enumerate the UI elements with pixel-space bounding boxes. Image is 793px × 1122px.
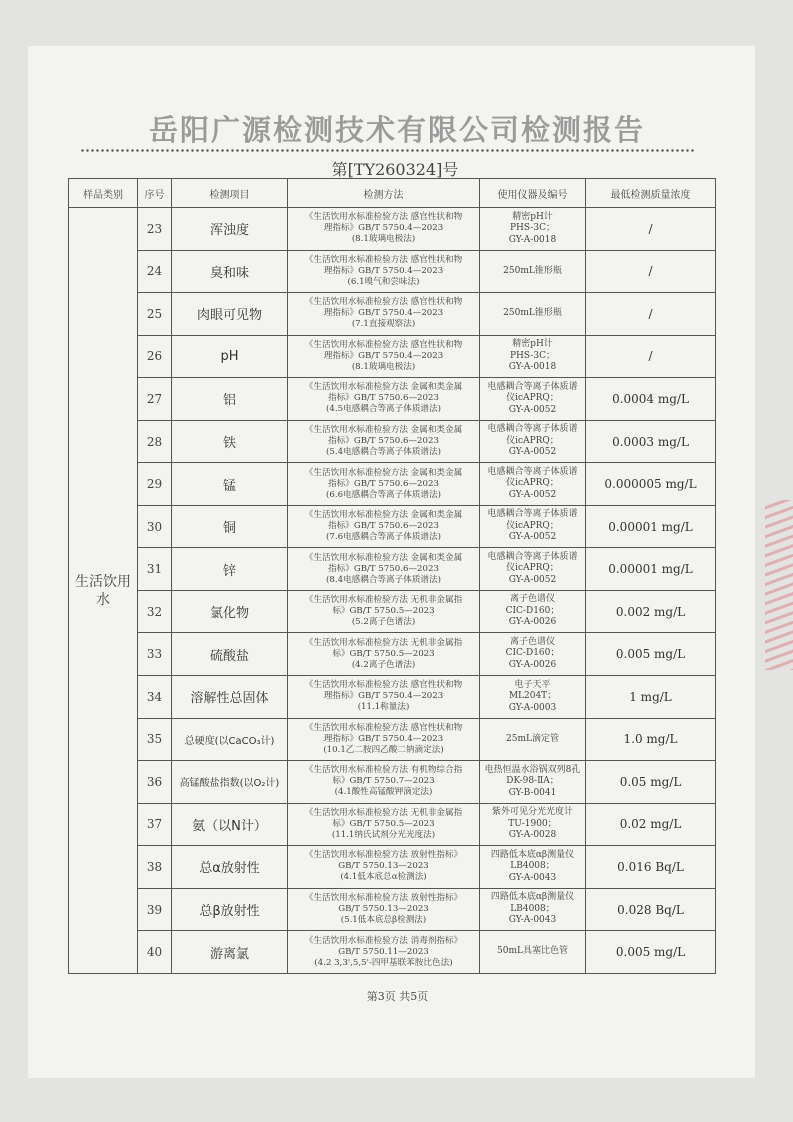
test-method <box>288 590 480 633</box>
method-line: 标》GB/T 5750.5—2023 <box>332 606 435 617</box>
table-row <box>69 505 716 548</box>
test-item: 铁 <box>172 420 288 463</box>
table-row <box>69 931 716 974</box>
detection-limit: 0.0004 mg/L <box>586 378 716 421</box>
method-line: (8.4电感耦合等离子体质谱法) <box>326 574 441 585</box>
instrument-line: 50mL具塞比色管 <box>497 946 568 957</box>
instrument-line: GY-A-0043 <box>508 915 557 926</box>
instrument-line: DK-98-ⅡA； <box>506 776 559 787</box>
row-number: 40 <box>138 931 172 974</box>
row-number: 29 <box>138 463 172 506</box>
instrument-line: GY-A-0026 <box>508 659 557 670</box>
method-line: GB/T 5750.13—2023 <box>338 861 429 872</box>
row-number: 38 <box>138 846 172 889</box>
test-item: 总α放射性 <box>172 846 288 889</box>
instrument-line: LB4008； <box>510 861 555 872</box>
instrument <box>480 761 586 804</box>
method-line: 理指标》GB/T 5750.4—2023 <box>323 733 444 744</box>
detection-limit: 0.028 Bq/L <box>586 888 716 931</box>
detection-limit: / <box>586 208 716 251</box>
method-line: 《生活饮用水标准检验方法 放射性指标》 <box>304 893 463 904</box>
test-method <box>288 250 480 293</box>
instrument-line: 电感耦合等离子体质谱 <box>487 424 578 435</box>
instrument <box>480 378 586 421</box>
detection-limit: 0.05 mg/L <box>586 761 716 804</box>
test-method <box>288 335 480 378</box>
instrument <box>480 718 586 761</box>
method-line: 《生活饮用水标准检验方法 有机物综合指 <box>304 765 463 776</box>
row-number: 35 <box>138 718 172 761</box>
row-number: 23 <box>138 208 172 251</box>
test-method <box>288 420 480 463</box>
detection-limit: 1.0 mg/L <box>586 718 716 761</box>
method-line: (4.5电感耦合等离子体质谱法) <box>326 404 441 415</box>
header-limit: 最低检测质量浓度 <box>586 179 716 208</box>
instrument-line: 电感耦合等离子体质谱 <box>487 509 578 520</box>
test-item: 锰 <box>172 463 288 506</box>
test-method <box>288 505 480 548</box>
header-item: 检测项目 <box>172 179 288 208</box>
method-line: 指标》GB/T 5750.6—2023 <box>328 436 439 446</box>
instrument-line: 紫外可见分光光度计 <box>491 807 573 818</box>
table-row <box>69 548 716 591</box>
instrument-line: CIC-D160； <box>505 648 560 659</box>
test-item: 铜 <box>172 505 288 548</box>
method-line: 《生活饮用水标准检验方法 金属和类金属 <box>304 552 463 563</box>
test-item: 氯化物 <box>172 590 288 633</box>
instrument-line: 仪icAPRQ； <box>506 393 559 404</box>
table-header-row <box>69 179 716 208</box>
method-line: (4.1酸性高锰酸钾滴定法) <box>334 787 433 798</box>
test-item: 溶解性总固体 <box>172 676 288 719</box>
instrument-line: 仪icAPRQ； <box>506 435 559 446</box>
method-line: 标》GB/T 5750.5—2023 <box>332 648 435 659</box>
instrument <box>480 803 586 846</box>
table-row <box>69 676 716 719</box>
instrument-line: 电子天平 <box>514 679 551 690</box>
method-line: 《生活饮用水标准检验方法 感官性状和物 <box>304 722 463 733</box>
method-line: 理指标》GB/T 5750.4—2023 <box>323 308 444 319</box>
table-row <box>69 633 716 676</box>
table-row <box>69 803 716 846</box>
row-number: 25 <box>138 293 172 336</box>
method-line: 《生活饮用水标准检验方法 无机非金属指 <box>304 637 463 648</box>
method-line: 《生活饮用水标准检验方法 金属和类金属 <box>304 467 463 478</box>
instrument-line: GY-A-0026 <box>508 617 557 628</box>
instrument <box>480 931 586 974</box>
row-number: 33 <box>138 633 172 676</box>
instrument-line: 仪icAPRQ； <box>506 520 559 531</box>
instrument <box>480 293 586 336</box>
instrument-line: PHS-3C； <box>509 223 556 234</box>
table-body <box>69 208 716 974</box>
instrument <box>480 420 586 463</box>
instrument-line: GY-A-0052 <box>508 447 557 458</box>
method-line: 《生活饮用水标准检验方法 金属和类金属 <box>304 510 463 521</box>
instrument <box>480 250 586 293</box>
test-method <box>288 888 480 931</box>
header-category: 样品类别 <box>69 179 138 208</box>
test-item: 氨（以N计） <box>172 803 288 846</box>
detection-limit: / <box>586 335 716 378</box>
method-line: 《生活饮用水标准检验方法 金属和类金属 <box>304 425 463 435</box>
test-item: pH <box>172 335 288 378</box>
method-line: (5.2离子色谱法) <box>351 617 416 628</box>
method-line: (4.2 3,3',5,5'-四甲基联苯胺比色法) <box>314 957 453 968</box>
results-table <box>68 178 716 974</box>
table-row <box>69 335 716 378</box>
method-line: 《生活饮用水标准检验方法 感官性状和物 <box>304 254 463 265</box>
row-number: 32 <box>138 590 172 633</box>
test-item: 总硬度(以CaCO₃计) <box>172 718 288 761</box>
instrument <box>480 888 586 931</box>
method-line: (4.2离子色谱法) <box>351 659 416 670</box>
row-number: 27 <box>138 378 172 421</box>
test-item: 总β放射性 <box>172 888 288 931</box>
instrument-line: GY-A-0052 <box>508 532 557 543</box>
row-number: 26 <box>138 335 172 378</box>
method-line: (5.4电感耦合等离子体质谱法) <box>326 447 441 457</box>
instrument <box>480 633 586 676</box>
row-number: 39 <box>138 888 172 931</box>
method-line: 理指标》GB/T 5750.4—2023 <box>323 265 444 276</box>
instrument-line: 250mL锥形瓶 <box>503 308 562 319</box>
instrument-line: PHS-3C； <box>509 350 556 361</box>
test-method <box>288 931 480 974</box>
method-line: 《生活饮用水标准检验方法 无机非金属指 <box>304 807 463 818</box>
method-line: 《生活饮用水标准检验方法 感官性状和物 <box>304 339 463 350</box>
method-line: (10.1乙二胺四乙酸二钠滴定法) <box>323 744 444 755</box>
instrument-line: CIC-D160； <box>505 605 560 616</box>
title-dotted-divider <box>80 148 694 153</box>
detection-limit: 0.005 mg/L <box>586 931 716 974</box>
instrument-line: 仪icAPRQ； <box>506 563 559 574</box>
detection-limit: / <box>586 250 716 293</box>
method-line: (11.1纳氏试剂分光光度法) <box>331 829 436 840</box>
report-title: 岳阳广源检测技术有限公司检测报告 <box>148 113 645 147</box>
method-line: 指标》GB/T 5750.6—2023 <box>328 521 439 532</box>
table-row <box>69 378 716 421</box>
instrument <box>480 463 586 506</box>
row-number: 36 <box>138 761 172 804</box>
method-line: 理指标》GB/T 5750.4—2023 <box>323 350 444 361</box>
method-line: 指标》GB/T 5750.6—2023 <box>328 563 439 574</box>
table-row <box>69 846 716 889</box>
header-instrument: 使用仪器及编号 <box>480 179 586 208</box>
instrument-line: GY-A-0018 <box>508 234 557 245</box>
table-row <box>69 420 716 463</box>
seal-stamp-edge <box>765 500 793 670</box>
detection-limit: 0.00001 mg/L <box>586 548 716 591</box>
row-number: 28 <box>138 420 172 463</box>
header-no: 序号 <box>138 179 172 208</box>
instrument-line: 250mL锥形瓶 <box>503 265 562 276</box>
test-method <box>288 846 480 889</box>
row-number: 34 <box>138 676 172 719</box>
test-method <box>288 803 480 846</box>
test-method <box>288 633 480 676</box>
instrument-line: GY-A-0003 <box>508 702 557 713</box>
table-row <box>69 888 716 931</box>
test-method <box>288 676 480 719</box>
method-line: (4.1低本底总α检测法) <box>340 872 427 883</box>
test-item: 臭和味 <box>172 250 288 293</box>
instrument <box>480 505 586 548</box>
instrument-line: 精密pH计 <box>512 339 553 350</box>
method-line: 指标》GB/T 5750.6—2023 <box>328 393 439 404</box>
instrument-line: 25mL滴定管 <box>506 733 559 744</box>
table-row <box>69 208 716 251</box>
test-item: 游离氯 <box>172 931 288 974</box>
method-line: (6.6电感耦合等离子体质谱法) <box>326 489 441 500</box>
sample-category: 生活饮用水 <box>69 208 138 974</box>
detection-limit: 0.0003 mg/L <box>586 420 716 463</box>
instrument-line: GY-A-0052 <box>508 574 557 585</box>
instrument-line: 电感耦合等离子体质谱 <box>487 466 578 477</box>
test-item: 高锰酸盐指数(以O₂计) <box>172 761 288 804</box>
test-item: 铝 <box>172 378 288 421</box>
method-line: 《生活饮用水标准检验方法 感官性状和物 <box>304 680 463 691</box>
instrument-line: LB4008； <box>510 903 555 914</box>
instrument <box>480 590 586 633</box>
instrument-line: TU-1900； <box>508 818 557 829</box>
method-line: 标》GB/T 5750.7—2023 <box>332 776 435 787</box>
test-item: 肉眼可见物 <box>172 293 288 336</box>
instrument-line: 电感耦合等离子体质谱 <box>487 381 578 392</box>
instrument-line: ML204T； <box>508 691 557 702</box>
instrument-line: 离子色谱仪 <box>509 594 555 605</box>
instrument-line: GY-A-0018 <box>508 362 557 373</box>
instrument-line: GY-A-0052 <box>508 489 557 500</box>
instrument-line: 电感耦合等离子体质谱 <box>487 551 578 562</box>
instrument <box>480 335 586 378</box>
test-method <box>288 463 480 506</box>
row-number: 30 <box>138 505 172 548</box>
table-row <box>69 590 716 633</box>
instrument-line: GY-B-0041 <box>508 787 557 798</box>
detection-limit: / <box>586 293 716 336</box>
detection-limit: 0.005 mg/L <box>586 633 716 676</box>
test-method <box>288 378 480 421</box>
test-item: 浑浊度 <box>172 208 288 251</box>
instrument-line: 仪icAPRQ； <box>506 478 559 489</box>
method-line: 指标》GB/T 5750.6—2023 <box>328 478 439 489</box>
method-line: 《生活饮用水标准检验方法 消毒剂指标》 <box>304 935 463 946</box>
instrument-line: 精密pH计 <box>512 211 553 222</box>
method-line: (5.1低本底总β检测法) <box>340 915 427 926</box>
table-row <box>69 761 716 804</box>
detection-limit: 0.000005 mg/L <box>586 463 716 506</box>
row-number: 24 <box>138 250 172 293</box>
instrument-line: 电热恒温水浴锅双列8孔 <box>484 764 581 775</box>
method-line: 理指标》GB/T 5750.4—2023 <box>323 691 444 702</box>
method-line: 标》GB/T 5750.5—2023 <box>332 818 435 829</box>
detection-limit: 0.002 mg/L <box>586 590 716 633</box>
table-row <box>69 718 716 761</box>
instrument-line: GY-A-0052 <box>508 404 557 415</box>
method-line: 《生活饮用水标准检验方法 感官性状和物 <box>304 297 463 308</box>
instrument <box>480 846 586 889</box>
method-line: 《生活饮用水标准检验方法 金属和类金属 <box>304 382 463 393</box>
instrument-line: 四路低本底αβ测量仪 <box>490 849 575 860</box>
table-row <box>69 250 716 293</box>
test-method <box>288 761 480 804</box>
test-method <box>288 548 480 591</box>
method-line: (11.1称量法) <box>357 702 410 713</box>
instrument-line: GY-A-0043 <box>508 872 557 883</box>
detection-limit: 1 mg/L <box>586 676 716 719</box>
test-method <box>288 718 480 761</box>
detection-limit: 0.02 mg/L <box>586 803 716 846</box>
test-method <box>288 208 480 251</box>
method-line: (8.1玻璃电极法) <box>351 361 416 372</box>
test-method <box>288 293 480 336</box>
detection-limit: 0.016 Bq/L <box>586 846 716 889</box>
instrument <box>480 676 586 719</box>
test-item: 硫酸盐 <box>172 633 288 676</box>
instrument <box>480 208 586 251</box>
test-item: 锌 <box>172 548 288 591</box>
method-line: 《生活饮用水标准检验方法 放射性指标》 <box>304 850 463 861</box>
report-number: 第[TY260324]号 <box>331 160 459 179</box>
instrument-line: 四路低本底αβ测量仪 <box>490 892 575 903</box>
page-footer: 第3页 共5页 <box>366 990 429 1003</box>
row-number: 37 <box>138 803 172 846</box>
table-row <box>69 463 716 506</box>
row-number: 31 <box>138 548 172 591</box>
instrument-line: 离子色谱仪 <box>509 636 555 647</box>
method-line: GB/T 5750.13—2023 <box>338 904 429 915</box>
method-line: (7.1直接观察法) <box>351 319 416 330</box>
method-line: 《生活饮用水标准检验方法 无机非金属指 <box>304 595 463 606</box>
instrument <box>480 548 586 591</box>
method-line: 理指标》GB/T 5750.4—2023 <box>323 223 444 234</box>
method-line: 《生活饮用水标准检验方法 感官性状和物 <box>304 212 463 223</box>
detection-limit: 0.00001 mg/L <box>586 505 716 548</box>
instrument-line: GY-A-0028 <box>508 830 557 841</box>
method-line: (8.1玻璃电极法) <box>351 234 416 245</box>
method-line: (7.6电感耦合等离子体质谱法) <box>326 532 441 543</box>
method-line: (6.1嗅气和尝味法) <box>347 276 420 287</box>
header-method: 检测方法 <box>288 179 480 208</box>
method-line: GB/T 5750.11—2023 <box>338 946 429 957</box>
table-row <box>69 293 716 336</box>
